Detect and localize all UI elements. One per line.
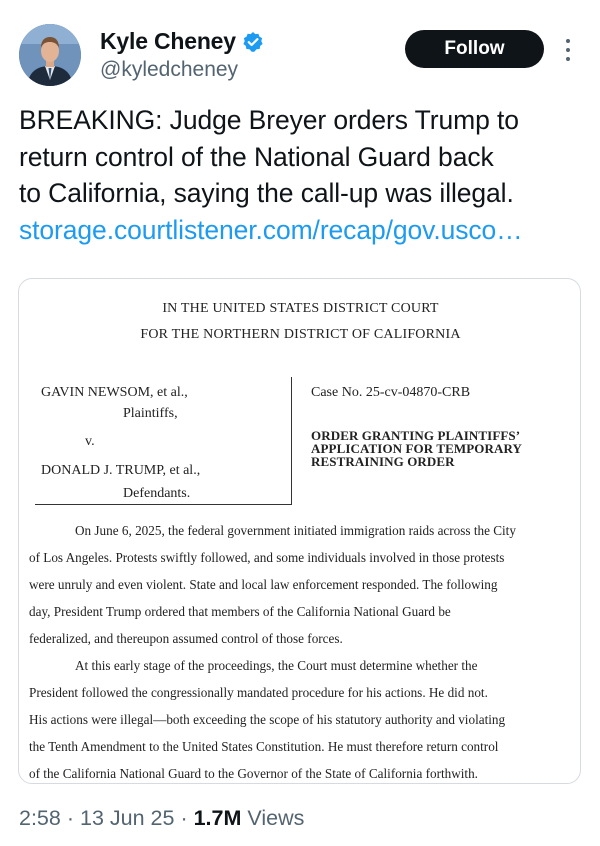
defendant-name: DONALD J. TRUMP, et al.,: [41, 463, 201, 478]
avatar-image: [19, 24, 81, 86]
more-dot: [566, 57, 570, 61]
court-order-document: [19, 279, 581, 784]
body-line: day, President Trump ordered that members of the California National Guard be: [29, 604, 451, 619]
body-line: President followed the congressionally mandated procedure for his actions. He did not.: [29, 685, 488, 700]
author-handle[interactable]: @kyledcheney: [100, 58, 239, 81]
more-dot: [566, 48, 570, 52]
attached-document-image[interactable]: [18, 278, 581, 784]
caption-divider-horizontal: [35, 504, 292, 505]
order-body: [29, 517, 574, 784]
order-title-line: RESTRAINING ORDER: [311, 454, 455, 469]
verified-badge-icon: [242, 31, 264, 53]
body-line: His actions were illegal—both exceeding the scope of his statutory authority and violating: [29, 712, 506, 727]
order-title-line: APPLICATION FOR TEMPORARY: [311, 441, 523, 456]
body-line: federalized, and thereupon assumed control of those forces.: [29, 631, 343, 646]
body-line: On June 6, 2025, the federal government initiated immigration raids across the City: [75, 523, 516, 538]
follow-button[interactable]: Follow: [405, 30, 544, 68]
tweet-date[interactable]: 13 Jun 25: [80, 806, 175, 830]
body-line: were unruly and even violent. State and local law enforcement responded. The following: [29, 577, 498, 592]
plaintiff-role: Plaintiffs,: [123, 406, 178, 421]
tweet-line: return control of the National Guard back: [19, 141, 494, 172]
body-line: At this early stage of the proceedings, the Court must determine whether the: [75, 658, 478, 673]
order-title-line: ORDER GRANTING PLAINTIFFS’: [311, 428, 521, 443]
meta-separator: ·: [180, 806, 188, 830]
body-line: of Los Angeles. Protests swiftly followed, and some individuals involved in those protests: [29, 550, 505, 565]
tweet-link[interactable]: storage.courtlistener.com/recap/gov.usco…: [19, 214, 523, 245]
defendant-role: Defendants.: [123, 486, 191, 501]
more-dot: [566, 39, 570, 43]
tweet-time[interactable]: 2:58: [19, 806, 61, 830]
views-label: Views: [247, 806, 305, 830]
plaintiff-name: GAVIN NEWSOM, et al.,: [41, 385, 188, 400]
body-line: of the California National Guard to the Governor of the State of California forthwith.: [29, 766, 478, 781]
versus: v.: [85, 434, 95, 449]
tweet-text: [19, 102, 589, 248]
author-name-row: [100, 28, 264, 55]
caption-divider-vertical: [291, 377, 292, 504]
case-number: Case No. 25-cv-04870-CRB: [311, 385, 471, 400]
meta-separator: ·: [66, 806, 75, 830]
tweet-line: BREAKING: Judge Breyer orders Trump to: [19, 105, 519, 135]
tweet-header: [0, 0, 600, 100]
tweet-meta: [19, 806, 304, 831]
tweet-line: to California, saying the call-up was illegal.: [19, 178, 514, 208]
court-heading-line1: IN THE UNITED STATES DISTRICT COURT: [162, 301, 439, 316]
views-count[interactable]: 1.7M: [193, 806, 242, 830]
body-line: the Tenth Amendment to the United States Constitution. He must therefore return control: [29, 739, 499, 754]
avatar[interactable]: [19, 24, 81, 86]
court-heading-line2: FOR THE NORTHERN DISTRICT OF CALIFORNIA: [140, 327, 461, 342]
author-name[interactable]: Kyle Cheney: [100, 28, 236, 54]
more-options-icon[interactable]: [560, 36, 576, 64]
order-title: [311, 429, 522, 468]
